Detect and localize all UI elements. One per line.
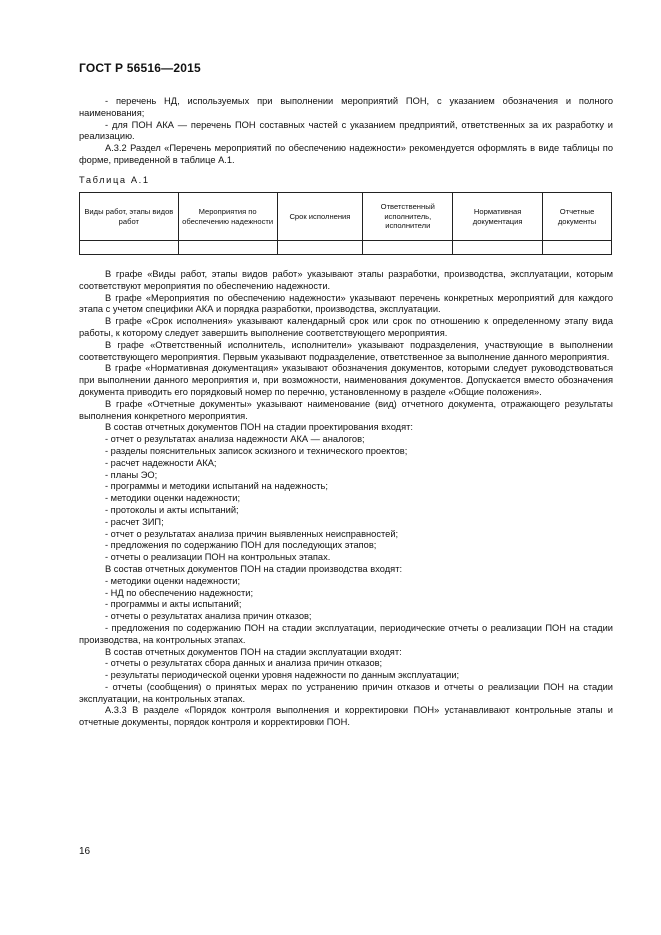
- paragraph: В графе «Виды работ, этапы видов работ» указывают этапы разработки, производства, эксплуатации, которым соответствуют мероприятия по обеспечению надежности.: [79, 269, 613, 291]
- section-a33-paragraph: А.3.3 В разделе «Порядок контроля выполнения и корректировки ПОН» устанавливают контрольные этапы и отчетные документы, порядок контроля и корректировки ПОН.: [79, 705, 613, 728]
- page-number: 16: [79, 846, 91, 857]
- paragraph: В графе «Срок исполнения» указывают календарный срок или срок по отношению к определенному этапу вида работы, к которому следует завершить выполнение соответствующего мероприятия.: [79, 316, 613, 338]
- main-text-block: [79, 269, 613, 729]
- table-header-cell: Виды работ, этапы видов работ: [80, 193, 179, 241]
- table-cell: [363, 241, 453, 255]
- table-cell: [453, 241, 543, 255]
- list-item: - предложения по содержанию ПОН для последующих этапов;: [105, 540, 377, 551]
- table-header-cell: Срок исполнения: [277, 193, 363, 241]
- list-item: - методики оценки надежности;: [105, 493, 241, 504]
- section-a32-paragraph: А.3.2 Раздел «Перечень мероприятий по обеспечению надежности» рекомендуется оформлять в виде таблицы по форме, приведенной в таблице А.1.: [79, 143, 613, 165]
- list-item: - отчет о результатах анализа надежности АКА — аналогов;: [105, 434, 365, 445]
- list-item: - разделы пояснительных записок эскизного и технического проектов;: [105, 445, 408, 456]
- table-a1: [79, 192, 612, 255]
- paragraph: В графе «Ответственный исполнитель, исполнители» указывают подразделения, участвующие в выполнении соответствующего мероприятия. Первым указывают подразделение, ответственное за выполнение данного мероприятия.: [79, 339, 613, 362]
- paragraph: В графе «Нормативная документация» указывают обозначения документов, которыми следует руководствоваться при выполнении данного мероприятия и, при возможности, наименования документов. Допускается вместо обозначения документа приводить его порядковый номер по перечню, установленному в разделе «Общие положения».: [79, 363, 613, 397]
- table-cell: [178, 241, 277, 255]
- table-header-cell: Ответственный исполнитель, исполнители: [363, 193, 453, 241]
- list-item: - отчеты о реализации ПОН на контрольных этапах.: [105, 552, 331, 563]
- table-row: [80, 241, 612, 255]
- list-item: - отчет о результатах анализа причин выявленных неисправностей;: [105, 528, 399, 539]
- paragraph: В состав отчетных документов ПОН на стадии проектирования входят:: [105, 422, 413, 433]
- list-item: - планы ЭО;: [105, 469, 158, 480]
- paragraph: В графе «Мероприятия по обеспечению надежности» указывают перечень конкретных мероприятий для каждого этапа с учетом специфики АКА и порядка разработки, производства, эксплуатации.: [79, 292, 613, 315]
- paragraph: В состав отчетных документов ПОН на стадии производства входят:: [105, 563, 403, 574]
- list-item: - программы и методики испытаний на надежность;: [105, 481, 328, 492]
- table-cell: [543, 241, 612, 255]
- document-header: ГОСТ Р 56516—2015: [79, 61, 201, 75]
- list-item: - НД по обеспечению надежности;: [105, 587, 254, 598]
- list-item: - отчеты о результатах анализа причин отказов;: [105, 611, 312, 622]
- table-cell: [80, 241, 179, 255]
- table-header-row: [80, 193, 612, 241]
- list-item: - методики оценки надежности;: [105, 575, 241, 586]
- paragraph: В графе «Отчетные документы» указывают наименование (вид) отчетного документа, отражающего результаты выполнения конкретного мероприятия.: [79, 398, 613, 421]
- paragraph: В состав отчетных документов ПОН на стадии эксплуатации входят:: [105, 646, 402, 657]
- intro-line: - для ПОН АКА — перечень ПОН составных частей с указанием предприятий, ответственных за их разработку и реализацию.: [79, 119, 613, 142]
- list-item: - предложения по содержанию ПОН на стадии эксплуатации, периодические отчеты о реализации ПОН на стадии производства, на контрольных этапах.: [79, 622, 613, 645]
- list-item: - расчет ЗИП;: [105, 516, 164, 527]
- table-header-cell: Нормативная документация: [453, 193, 543, 241]
- list-item: - расчет надежности АКА;: [105, 457, 217, 468]
- table-title: Таблица А.1: [79, 175, 150, 185]
- table-header-cell: Мероприятия по обеспечению надежности: [178, 193, 277, 241]
- list-item: - отчеты о результатах сбора данных и анализа причин отказов;: [105, 658, 383, 669]
- intro-block: [79, 96, 613, 167]
- intro-line: - перечень НД, используемых при выполнении мероприятий ПОН, с указанием обозначения и полного наименования;: [79, 96, 613, 118]
- list-item: - протоколы и акты испытаний;: [105, 504, 239, 515]
- list-item: - отчеты (сообщения) о принятых мерах по устранению причин отказов и отчеты о реализации ПОН на стадии эксплуатации, на контрольных этапах.: [79, 681, 613, 704]
- table-cell: [277, 241, 363, 255]
- table-header-cell: Отчетные документы: [543, 193, 612, 241]
- list-item: - программы и акты испытаний;: [105, 599, 242, 610]
- list-item: - результаты периодической оценки уровня надежности по данным эксплуатации;: [105, 670, 460, 681]
